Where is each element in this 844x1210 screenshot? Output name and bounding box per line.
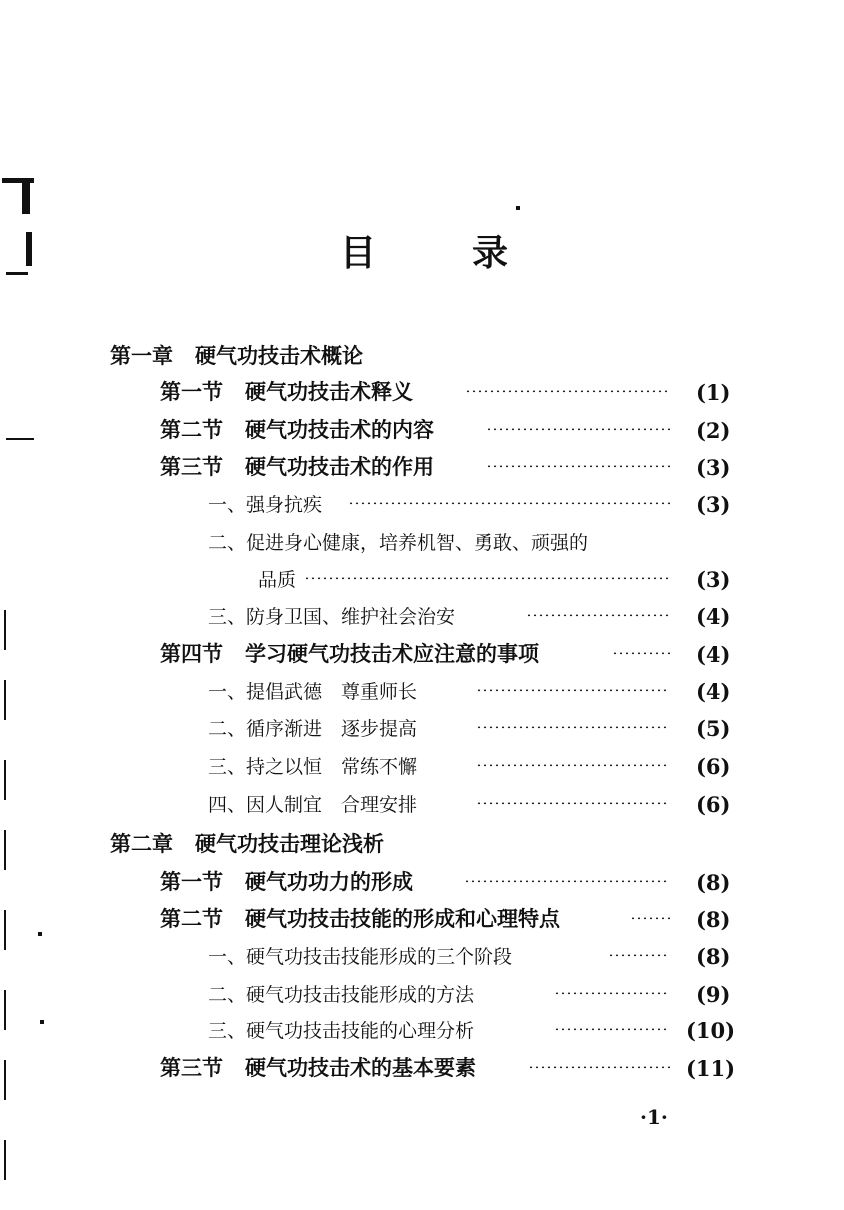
title-char-1: 目 [340,232,377,274]
toc-entry [160,636,670,670]
toc-label: 第一节 [160,869,223,894]
toc-label: 四、 [208,793,247,816]
toc-page: (8) [696,944,731,969]
toc-page: (6) [696,792,731,817]
leader-dots [630,917,670,919]
leader-dots [526,614,670,616]
toc-title: 硬气功技击技能形成的三个阶段 [246,945,513,968]
toc-title: 促进身心健康，培养机智、勇敢、顽强的 [246,531,589,554]
leader-dots [486,465,670,467]
toc-page: (3) [696,492,731,517]
toc-title: 学习硬气功技击术应注意的事项 [245,641,539,666]
title-char-2: 录 [472,232,509,274]
toc-page: (6) [696,754,731,779]
toc-entry [208,710,670,744]
toc-title: 提倡武德 尊重师长 [246,680,418,703]
leader-dots [528,1066,670,1068]
page-title [0,225,844,275]
toc-label: 第二章 [110,831,173,856]
toc-title: 硬气功技击术概论 [195,343,363,368]
toc-page: (11) [686,1056,736,1081]
toc-entry [160,412,670,446]
toc-title: 硬气功技击术的内容 [245,417,434,442]
toc-title: 持之以恒 常练不懈 [246,755,418,778]
leader-dots [554,992,670,994]
toc-entry [160,864,670,898]
toc-label: 二、 [208,531,247,554]
leader-dots [465,390,670,392]
toc-title: 硬气功技击技能的形成和心理特点 [245,906,560,931]
leader-dots [476,802,670,804]
toc-label: 第三节 [160,1055,223,1080]
toc-label: 第二节 [160,906,223,931]
toc-entry [208,1012,670,1046]
toc-label: 第一节 [160,379,223,404]
toc-entry [160,449,670,483]
toc-entry [208,486,670,520]
toc-page: (1) [696,380,731,405]
leader-dots [476,726,670,728]
toc-label: 一、 [208,493,247,516]
toc-page: (9) [696,982,731,1007]
toc-label: 三、 [208,605,247,628]
toc-entry [160,374,670,408]
toc-title: 品质 [258,568,297,591]
toc-label: 第二节 [160,417,223,442]
toc-label: 二、 [208,717,247,740]
toc-label: 一、 [208,680,247,703]
leader-dots [554,1028,670,1030]
toc-entry [208,673,670,707]
toc-page: (3) [696,455,731,480]
toc-title: 硬气功技击术的作用 [245,454,434,479]
toc-label: 第三节 [160,454,223,479]
toc-title: 硬气功技击技能的心理分析 [246,1019,475,1042]
toc-label: 三、 [208,1019,247,1042]
toc-title: 硬气功技击理论浅析 [195,831,384,856]
toc-entry [160,901,670,935]
toc-label: 一、 [208,945,247,968]
toc-page: (3) [696,567,731,592]
leader-dots [476,764,670,766]
leader-dots [612,652,670,654]
toc-label: 二、 [208,983,247,1006]
leader-dots [486,428,670,430]
toc-title: 硬气功技击术的基本要素 [245,1055,476,1080]
leader-dots [464,880,670,882]
toc-label: 三、 [208,755,247,778]
toc-entry [208,748,670,782]
toc-title: 防身卫国、维护社会治安 [246,605,456,628]
toc-entry [258,561,670,595]
toc-page: (4) [696,679,731,704]
toc-page: (10) [686,1018,736,1043]
toc-page: (5) [696,716,731,741]
toc-title: 硬气功技击术释义 [245,379,413,404]
toc-chapter-2 [110,826,384,860]
toc-page: (8) [696,907,731,932]
toc-entry [208,786,670,820]
toc-title: 因人制宜 合理安排 [246,793,418,816]
toc-page: (4) [696,642,731,667]
page-number: ·1· [640,1105,668,1129]
toc-chapter-1 [110,338,363,372]
toc-label: 第四节 [160,641,223,666]
toc-title: 强身抗疾 [246,493,323,516]
toc-entry [160,1050,670,1084]
leader-dots [608,954,670,956]
toc-title: 循序渐进 逐步提高 [246,717,418,740]
toc-entry [208,938,670,972]
leader-dots [304,577,670,579]
toc-entry [208,524,588,558]
toc-title: 硬气功功力的形成 [245,869,413,894]
toc-label: 第一章 [110,343,173,368]
toc-entry [208,598,670,632]
toc-title: 硬气功技击技能形成的方法 [246,983,475,1006]
toc-page: (8) [696,870,731,895]
toc-page: (2) [696,418,731,443]
toc-entry [208,976,670,1010]
leader-dots [348,502,670,504]
toc-page: (4) [696,604,731,629]
leader-dots [476,689,670,691]
